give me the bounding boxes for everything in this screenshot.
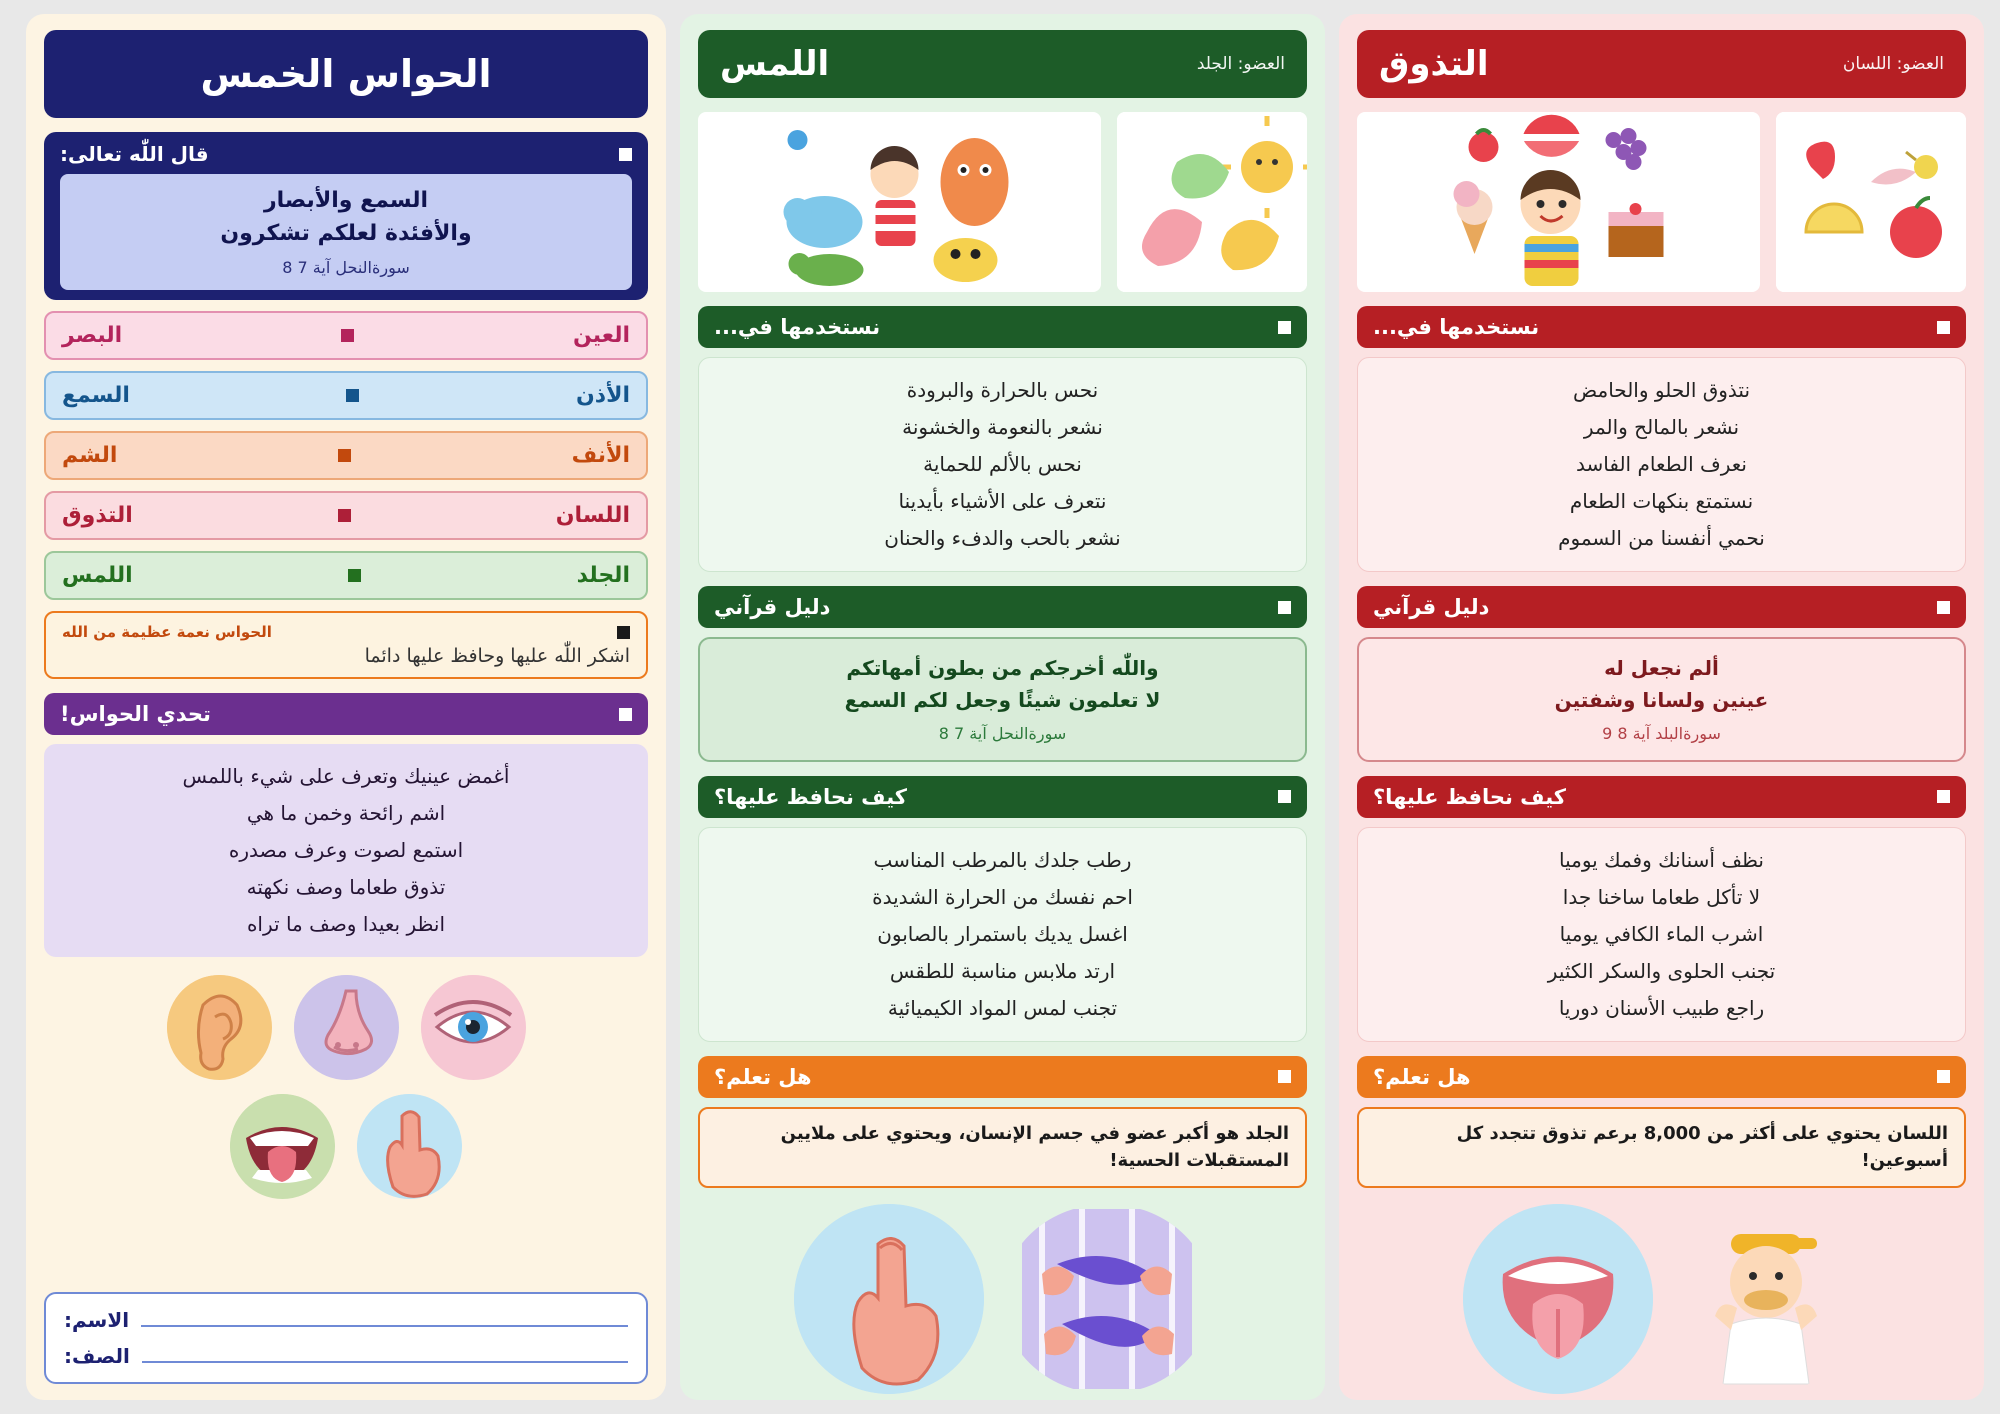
list-item: ارتد ملابس مناسبة للطقس (889, 958, 1116, 983)
tongue-circle-icon (1463, 1204, 1653, 1394)
taste-quran-label: دليل قرآني (1373, 595, 1490, 619)
touch-didyouknow-text: الجلد هو أكبر عضو في جسم الإنسان، ويحتوي على ملايين المستقبلات الحسية! (698, 1107, 1307, 1189)
list-item: اغسل يديك باستمرار بالصابون (877, 921, 1128, 946)
touch-care-list (698, 827, 1307, 1042)
class-field-row[interactable] (64, 1344, 628, 1368)
taste-care-list (1357, 827, 1966, 1042)
sense-organ-sight: العين (573, 323, 630, 348)
sense-name-taste: التذوق (62, 503, 133, 528)
name-field-row[interactable] (64, 1308, 628, 1332)
touch-column (680, 14, 1325, 1400)
challenge-bar (44, 693, 648, 735)
bullet-square-icon (1278, 601, 1291, 614)
taste-uses-list (1357, 357, 1966, 572)
bullet-square-icon (1278, 321, 1291, 334)
sense-row-touch[interactable] (44, 551, 648, 600)
verse-line: والأفئدة لعلكم تشكرون (220, 221, 472, 246)
touch-didyouknow-label: هل تعلم؟ (714, 1064, 812, 1089)
quran-reference: سورةالنحل آية 7 8 (938, 724, 1067, 743)
bullet-square-icon (1278, 1070, 1291, 1083)
list-item: أغمض عينيك وتعرف على شيء باللمس (182, 764, 510, 788)
sense-name-smell: الشم (62, 443, 118, 468)
sense-organ-hearing: الأذن (576, 383, 630, 408)
bullet-square-icon (617, 626, 630, 639)
taste-quran-bar (1357, 586, 1966, 628)
bullet-square-icon (1278, 790, 1291, 803)
list-item: تذوق طعاما وصف نكهته (246, 875, 446, 899)
list-item: نتعرف على الأشياء بأيدينا (898, 489, 1107, 513)
bullet-square-icon (1937, 790, 1950, 803)
list-item: انظر بعيدا وصف ما تراه (246, 912, 446, 936)
sense-name-hearing: السمع (62, 383, 130, 408)
verse-reference: سورةالنحل آية 7 8 (282, 258, 410, 277)
verse-body (60, 174, 632, 290)
finger-touch-icon (357, 1094, 462, 1199)
touch-uses-list (698, 357, 1307, 572)
sense-row-smell[interactable] (44, 431, 648, 480)
eye-icon (421, 975, 526, 1080)
blessing-note-box (44, 611, 648, 679)
student-info-box (44, 1292, 648, 1384)
verse-line: السمع والأبصار (263, 188, 429, 213)
list-item: احم نفسك من الحرارة الشديدة (872, 884, 1133, 909)
taste-title: التذوق (1379, 44, 1489, 84)
sense-icon-row-bottom (230, 1094, 462, 1199)
mouth-tongue-icon (230, 1094, 335, 1199)
taste-care-label: كيف نحافظ عليها؟ (1373, 784, 1566, 809)
list-item: نشعر بالنعومة والخشونة (902, 415, 1103, 439)
taste-didyouknow-text: اللسان يحتوي على أكثر من 8,000 برعم تذوق تتجدد كل أسبوعين! (1357, 1107, 1966, 1189)
taste-illustration-boy (1357, 112, 1760, 292)
bullet-square-icon (1937, 1070, 1950, 1083)
taste-uses-bar (1357, 306, 1966, 348)
bullet-square-icon (338, 509, 351, 522)
touch-quran-label: دليل قرآني (714, 595, 831, 619)
sense-name-touch: اللمس (62, 563, 133, 588)
blessing-note-title: الحواس نعمة عظيمة من الله (62, 623, 272, 641)
quran-line: واللّٰه أخرجكم من بطون أمهاتكم (846, 656, 1159, 680)
verse-heading-row (60, 142, 632, 166)
touch-quran-bar (698, 586, 1307, 628)
touch-care-label: كيف نحافظ عليها؟ (714, 784, 907, 809)
main-column (26, 14, 666, 1400)
sense-organ-taste: اللسان (555, 503, 630, 528)
touch-uses-label: نستخدمها في... (714, 315, 881, 339)
taste-title-bar (1357, 30, 1966, 98)
bullet-square-icon (346, 389, 359, 402)
challenge-list (44, 744, 648, 957)
taste-care-bar (1357, 776, 1966, 818)
bullet-square-icon (1937, 321, 1950, 334)
hug-illustration (1002, 1204, 1212, 1394)
list-item: تجنب الحلوى والسكر الكثير (1547, 958, 1776, 983)
main-title: الحواس الخمس (44, 30, 648, 118)
touch-uses-bar (698, 306, 1307, 348)
bullet-square-icon (341, 329, 354, 342)
quran-reference: سورةالبلد آية 8 9 (1602, 724, 1721, 743)
list-item: اشم رائحة وخمن ما هي (246, 801, 446, 825)
bullet-square-icon (619, 148, 632, 161)
class-input-line[interactable] (142, 1349, 628, 1363)
touch-title: اللمس (720, 44, 830, 84)
quran-verse-box (44, 132, 648, 300)
sense-name-sight: البصر (62, 323, 123, 348)
class-label: الصف: (64, 1344, 130, 1368)
sense-row-hearing[interactable] (44, 371, 648, 420)
list-item: راجع طبيب الأسنان دوريا (1558, 995, 1765, 1020)
touch-care-bar (698, 776, 1307, 818)
sense-row-sight[interactable] (44, 311, 648, 360)
list-item: نتذوق الحلو والحامض (1572, 378, 1751, 402)
list-item: اشرب الماء الكافي يوميا (1559, 921, 1764, 946)
name-input-line[interactable] (141, 1313, 628, 1327)
bullet-square-icon (619, 708, 632, 721)
bullet-square-icon (1937, 601, 1950, 614)
touch-bottom-illustrations (698, 1188, 1307, 1394)
challenge-label: تحدي الحواس! (60, 702, 211, 726)
sense-row-taste[interactable] (44, 491, 648, 540)
taste-organ: العضو: اللسان (1842, 54, 1944, 74)
list-item: نشعر بالحب والدفء والحنان (884, 526, 1121, 550)
quran-line: لا تعلمون شيئًا وجعل لكم السمع (844, 688, 1161, 712)
list-item: رطب جلدك بالمرطب المناسب (873, 847, 1132, 872)
touch-didyouknow-bar (698, 1056, 1307, 1098)
taste-didyouknow-label: هل تعلم؟ (1373, 1064, 1471, 1089)
blessing-note-text: اشكر اللّٰه عليها وحافظ عليها دائما (364, 645, 630, 667)
taste-didyouknow-bar (1357, 1056, 1966, 1098)
quran-line: ألم نجعل له (1604, 656, 1719, 680)
list-item: استمع لصوت وعرف مصدره (228, 838, 464, 862)
list-item: لا تأكل طعاما ساخنا جدا (1562, 884, 1761, 909)
list-item: نظف أسنانك وفمك يوميا (1559, 847, 1764, 872)
list-item: نستمتع بنكهات الطعام (1569, 489, 1754, 513)
taste-bottom-illustrations (1357, 1188, 1966, 1394)
quran-line: عينين ولسانا وشفتين (1554, 688, 1769, 712)
touch-image-row (698, 112, 1307, 292)
blessing-note-title-row (62, 623, 630, 641)
sense-organ-touch: الجلد (576, 563, 630, 588)
taste-quran-box (1357, 637, 1966, 762)
list-item: نعرف الطعام الفاسد (1576, 452, 1747, 476)
pointing-hand-circle-icon (794, 1204, 984, 1394)
touch-illustration-hands (1117, 112, 1307, 292)
ear-icon (167, 975, 272, 1080)
sense-icon-grid (44, 975, 648, 1199)
taste-illustration-foods (1776, 112, 1966, 292)
bullet-square-icon (338, 449, 351, 462)
sense-icon-row-top (167, 975, 526, 1080)
verse-heading: قال اللّٰه تعالى: (60, 142, 209, 166)
touch-quran-box (698, 637, 1307, 762)
taste-column (1339, 14, 1984, 1400)
list-item: نحس بالألم للحماية (923, 452, 1082, 476)
nose-icon (294, 975, 399, 1080)
boy-eating-illustration (1671, 1204, 1861, 1394)
name-label: الاسم: (64, 1308, 130, 1332)
list-item: نشعر بالمالح والمر (1583, 415, 1740, 439)
list-item: تجنب لمس المواد الكيميائية (887, 995, 1118, 1020)
list-item: نحمي أنفسنا من السموم (1558, 526, 1765, 550)
list-item: نحس بالحرارة والبرودة (906, 378, 1099, 402)
bullet-square-icon (348, 569, 361, 582)
taste-uses-label: نستخدمها في... (1373, 315, 1540, 339)
touch-title-bar (698, 30, 1307, 98)
taste-image-row (1357, 112, 1966, 292)
touch-organ: العضو: الجلد (1196, 54, 1285, 74)
touch-illustration-textures (698, 112, 1101, 292)
sense-organ-smell: الأنف (571, 443, 630, 468)
